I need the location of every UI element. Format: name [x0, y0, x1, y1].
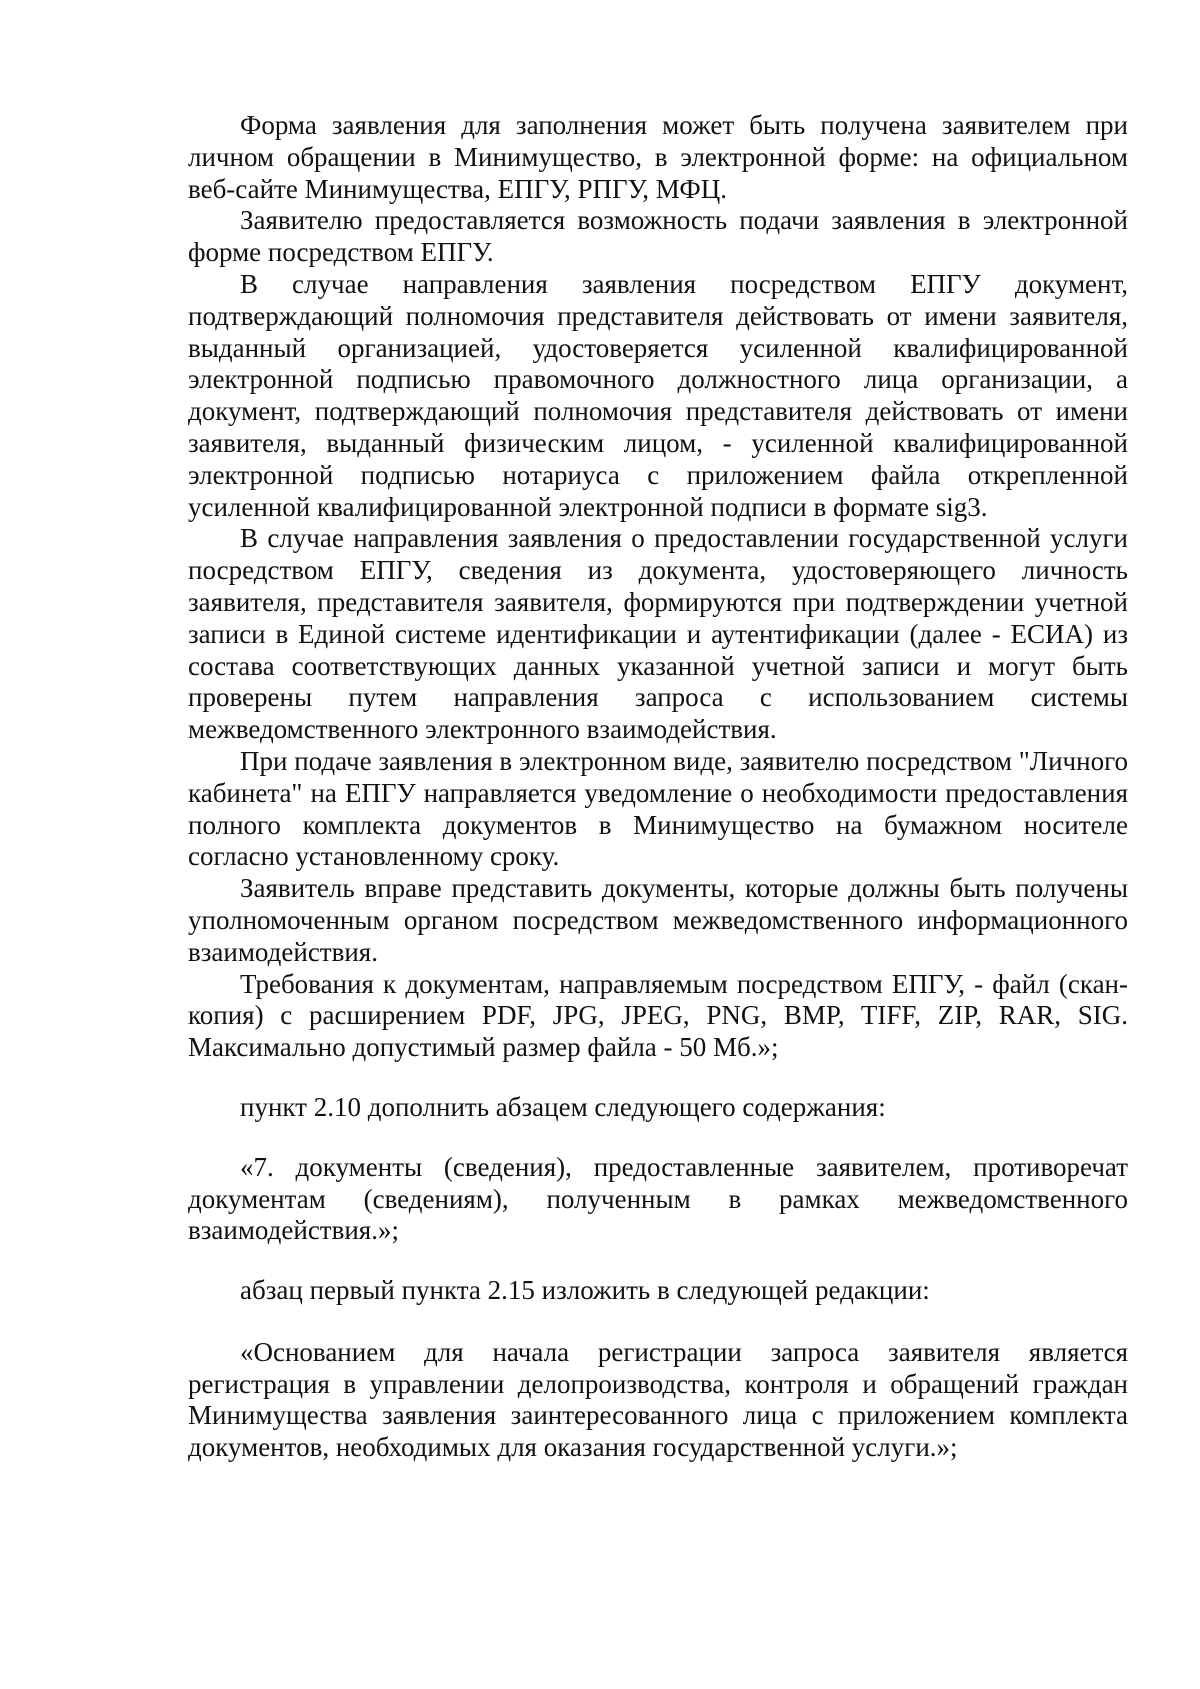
paragraph-identity-verification: В случае направления заявления о предоставлении государственной услуги посредством ЕПГУ, сведения из документа, удостоверяющего личность заявителя, представителя заявителя, формируются при подтверждении учетной записи в Единой системе идентификации и аутентификации (далее - ЕСИА) из состава соответствующих данных указанной учетной записи и могут быть проверены путем направления запроса с использованием системы межведомственного электронного взаимодействия. — [188, 523, 1128, 745]
document-page — [188, 110, 1128, 1464]
paragraph-file-requirements: Требования к документам, направляемым посредством ЕПГУ, - файл (скан-копия) с расширением PDF, JPG, JPEG, PNG, BMP, TIFF, ZIP, RAR, SIG. Максимально допустимый размер файла - 50 Мб.»; — [188, 968, 1128, 1063]
paragraph-amend-2-10: пункт 2.10 дополнить абзацем следующего содержания: — [240, 1091, 886, 1122]
paragraph-form-availability: Форма заявления для заполнения может быть получена заявителем при личном обращении в Минимущество, в электронной форме: на официальном веб-сайте Минимущества, ЕПГУ, РПГУ, МФЦ. — [188, 110, 1128, 204]
paragraph-personal-account-notice: При подаче заявления в электронном виде, заявителю посредством "Личного кабинета" на ЕПГУ направляется уведомление о необходимости предоставления полного комплекта документов в Минимущество на бумажном носителе согласно установленному сроку. — [188, 745, 1128, 872]
paragraph-electronic-submission: Заявителю предоставляется возможность подачи заявления в электронной форме посредством ЕПГУ. — [188, 205, 1128, 268]
paragraph-applicant-rights: Заявитель вправе представить документы, которые должны быть получены уполномоченным органом посредством межведомственного информационного взаимодействия. — [188, 873, 1128, 967]
paragraph-registration-basis: «Основанием для начала регистрации запроса заявителя является регистрация в управлении делопроизводства, контроля и обращений граждан Минимущества заявления заинтересованного лица с приложением комплекта документов, необходимых для оказания государственной услуги.»; — [188, 1336, 1128, 1463]
paragraph-item-7: «7. документы (сведения), предоставленные заявителем, противоречат документам (сведениям), полученным в рамках межведомственного взаимодействия.»; — [188, 1151, 1128, 1246]
paragraph-amend-2-15: абзац первый пункта 2.15 изложить в следующей редакции: — [240, 1275, 930, 1306]
paragraph-representative-authority: В случае направления заявления посредством ЕПГУ документ, подтверждающий полномочия представителя действовать от имени заявителя, выданный организацией, удостоверяется усиленной квалифицированной электронной подписью правомочного должностного лица организации, а документ, подтверждающий полномочия представителя действовать от имени заявителя, выданный физическим лицом, - усиленной квалифицированной электронной подписью нотариуса с приложением файла открепленной усиленной квалифицированной электронной подписи в формате sig3. — [188, 268, 1128, 522]
